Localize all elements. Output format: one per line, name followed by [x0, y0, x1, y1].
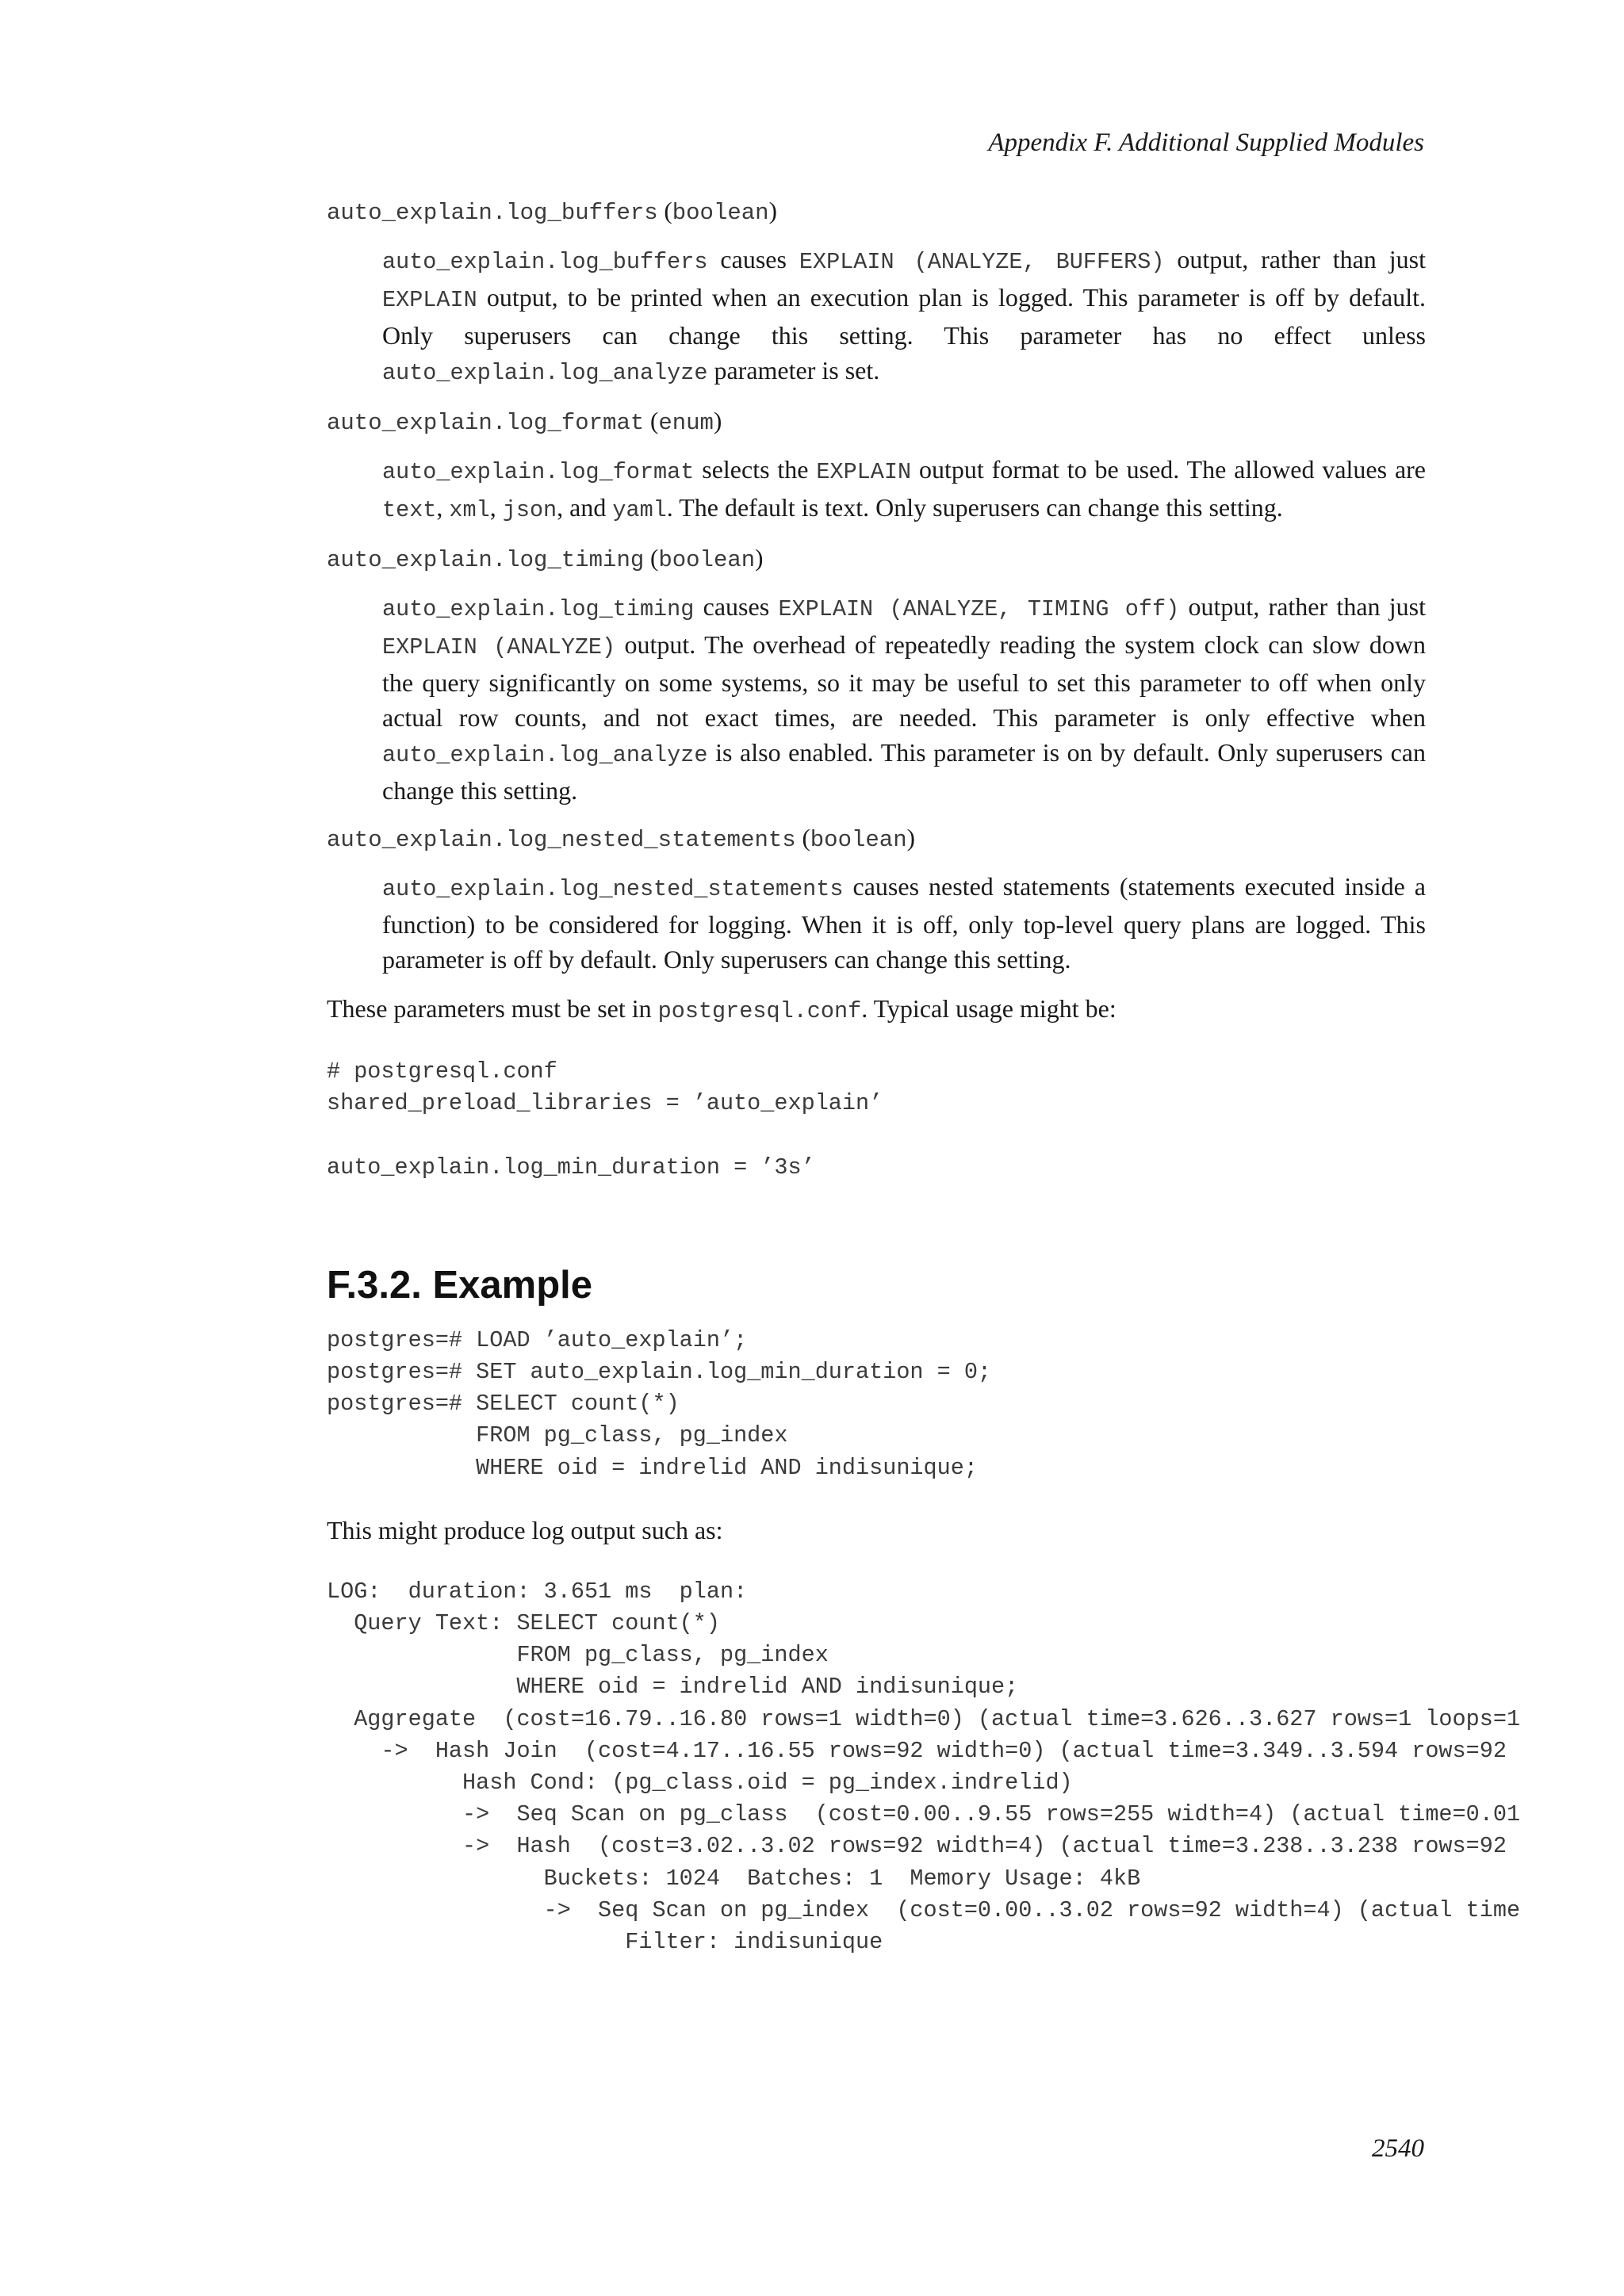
- config-code-block: # postgresql.conf shared_preload_libraries = ’auto_explain’ auto_explain.log_min_duration = ’3s’: [327, 1058, 883, 1181]
- description-text: ,: [436, 493, 450, 522]
- param-name: auto_explain.log_nested_statements: [327, 827, 796, 853]
- param-type: boolean: [672, 200, 769, 226]
- description-text: selects the: [694, 455, 817, 484]
- param-description: [382, 242, 1426, 391]
- description-text: , and: [557, 493, 613, 522]
- inline-code: EXPLAIN: [816, 459, 912, 485]
- param-description: [382, 452, 1426, 528]
- log-output-block: LOG: duration: 3.651 ms plan: Query Text: SELECT count(*) FROM pg_class, pg_index WHERE oid = indrelid AND indisunique; Aggregate (cost=16.79..16.80 rows=1 width=0) (actual time=3.626..3.627 rows=1 loops=1 -> Hash Join (cost=4.17..16.55 rows=92 width=0) (actual time=3.349..3.594 rows=92 Hash Cond: (pg_class.oid = pg_index.indrelid) -> Seq Scan on pg_class (cost=0.00..9.55 rows=255 width=4) (actual time=0.01 -> Hash (cost=3.02..3.02 rows=92 width=4) (actual time=3.238..3.238 rows=92 Buckets: 1024 Batches: 1 Memory Usage: 4kB -> Seq Scan on pg_index (cost=0.00..3.02 rows=92 width=4) (actual time Filter: indisunique: [327, 1578, 1521, 1956]
- inline-code: auto_explain.log_nested_statements: [382, 876, 844, 902]
- usage-paragraph: [327, 991, 1426, 1029]
- inline-code: xml: [449, 497, 490, 523]
- description-text: output, to be printed when an execution plan is logged. This parameter is off by default. Only superusers can change this setting. This parameter has no effect unless: [382, 283, 1426, 350]
- description-text: output, rather than just: [1179, 592, 1427, 621]
- param-type: boolean: [658, 547, 756, 573]
- inline-code: EXPLAIN (ANALYZE): [382, 634, 616, 660]
- param-entry: [327, 822, 1426, 977]
- param-term: auto_explain.log_buffers (boolean): [327, 197, 777, 226]
- param-description: [382, 869, 1426, 977]
- running-header: Appendix F. Additional Supplied Modules: [988, 128, 1424, 157]
- description-text: output. The overhead of repeatedly reading the system clock can slow down the query significantly on some systems, so it may be useful to set this parameter to off when only actual row counts, and not exact times, are needed. This parameter is only effective when: [382, 630, 1427, 732]
- description-text: causes nested statements (statements executed inside a function) to be considered for logging. When it is off, only top-level query plans are logged. This parameter is off by default. Only superusers can change this setting.: [382, 872, 1426, 974]
- description-text: output format to be used. The allowed values are: [911, 455, 1427, 484]
- description-text: causes: [707, 245, 799, 274]
- description-text: output, rather than just: [1164, 245, 1426, 274]
- usage-text-after: . Typical usage might be:: [861, 994, 1116, 1023]
- usage-text-before: These parameters must be set in: [327, 994, 658, 1023]
- inline-code: auto_explain.log_timing: [382, 596, 695, 622]
- param-term: auto_explain.log_nested_statements (boolean): [327, 824, 915, 853]
- param-entry: [327, 542, 1426, 808]
- description-text: . The default is text. Only superusers can change this setting.: [666, 493, 1283, 522]
- description-text: parameter is set.: [707, 356, 880, 385]
- param-description: [382, 589, 1426, 808]
- param-entry: [327, 405, 1426, 528]
- inline-code: text: [382, 497, 437, 523]
- inline-code: auto_explain.log_buffers: [382, 249, 708, 275]
- usage-filename: postgresql.conf: [657, 998, 862, 1024]
- page-content: [327, 195, 1521, 1958]
- example-code-block: postgres=# LOAD ’auto_explain’; postgres=# SET auto_explain.log_min_duration = 0; postgres=# SELECT count(*) FROM pg_class, pg_index WHERE oid = indrelid AND indisunique;: [327, 1326, 992, 1481]
- param-name: auto_explain.log_format: [327, 410, 645, 436]
- inline-code: EXPLAIN (ANALYZE, BUFFERS): [799, 249, 1165, 275]
- inline-code: auto_explain.log_analyze: [382, 360, 708, 386]
- param-name: auto_explain.log_buffers: [327, 200, 658, 226]
- param-type: enum: [658, 410, 714, 436]
- description-text: causes: [694, 592, 779, 621]
- log-intro-paragraph: This might produce log output such as:: [327, 1515, 723, 1544]
- page-number: 2540: [1372, 2134, 1424, 2163]
- inline-code: EXPLAIN (ANALYZE, TIMING off): [778, 596, 1180, 622]
- param-name: auto_explain.log_timing: [327, 547, 645, 573]
- section-title: F.3.2. Example: [327, 1263, 593, 1307]
- inline-code: auto_explain.log_analyze: [382, 742, 708, 768]
- inline-code: auto_explain.log_format: [382, 459, 695, 485]
- inline-code: json: [502, 497, 557, 523]
- param-type: boolean: [810, 827, 907, 853]
- description-text: ,: [489, 493, 503, 522]
- inline-code: EXPLAIN: [382, 287, 477, 313]
- param-term: auto_explain.log_timing (boolean): [327, 544, 764, 573]
- param-term: auto_explain.log_format (enum): [327, 407, 722, 436]
- param-entry: [327, 195, 1426, 391]
- inline-code: yaml: [612, 497, 667, 523]
- description-text: is also enabled. This parameter is on by default. Only superusers can change this setting.: [382, 738, 1426, 805]
